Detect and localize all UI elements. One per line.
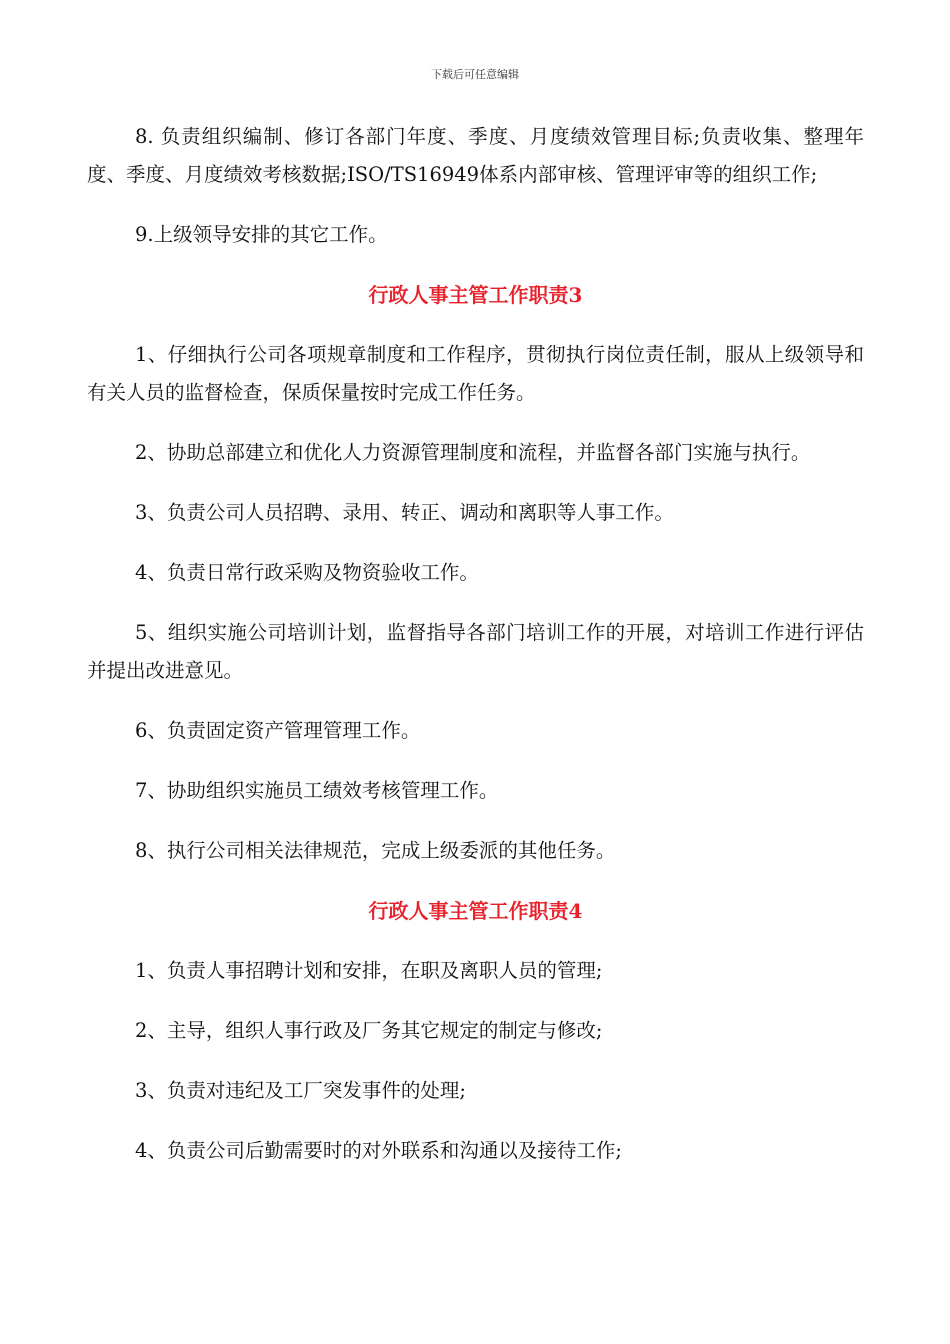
paragraph: 2、主导，组织人事行政及厂务其它规定的制定与修改; [135,1019,603,1042]
paragraph: 4、负责公司后勤需要时的对外联系和沟通以及接待工作; [135,1139,622,1162]
document-body [87,118,864,1192]
paragraph: 2、协助总部建立和优化人力资源管理制度和流程，并监督各部门实施与执行。 [135,441,811,464]
paragraph: 4、负责日常行政采购及物资验收工作。 [135,561,479,584]
paragraph: 5、组织实施公司培训计划，监督指导各部门培训工作的开展，对培训工作进行评估并提出改进意见。 [87,621,864,682]
paragraph: 8. 负责组织编制、修订各部门年度、季度、月度绩效管理目标;负责收集、整理年度、季度、月度绩效考核数据;ISO/TS16949体系内部审核、管理评审等的组织工作; [87,125,864,186]
paragraph: 8、执行公司相关法律规范，完成上级委派的其他任务。 [135,839,616,862]
paragraph: 3、负责对违纪及工厂突发事件的处理; [135,1079,466,1102]
paragraph: 1、负责人事招聘计划和安排，在职及离职人员的管理; [135,959,603,982]
paragraph: 1、仔细执行公司各项规章制度和工作程序，贯彻执行岗位责任制，服从上级领导和有关人员的监督检查，保质保量按时完成工作任务。 [87,343,864,404]
paragraph: 9.上级领导安排的其它工作。 [135,223,388,246]
header-note: 下载后可任意编辑 [431,68,519,81]
section-heading: 行政人事主管工作职责3 [368,283,583,307]
paragraph: 7、协助组织实施员工绩效考核管理工作。 [135,779,499,802]
section-heading: 行政人事主管工作职责4 [368,899,583,923]
paragraph: 3、负责公司人员招聘、录用、转正、调动和离职等人事工作。 [135,501,674,524]
paragraph: 6、负责固定资产管理管理工作。 [135,719,421,742]
